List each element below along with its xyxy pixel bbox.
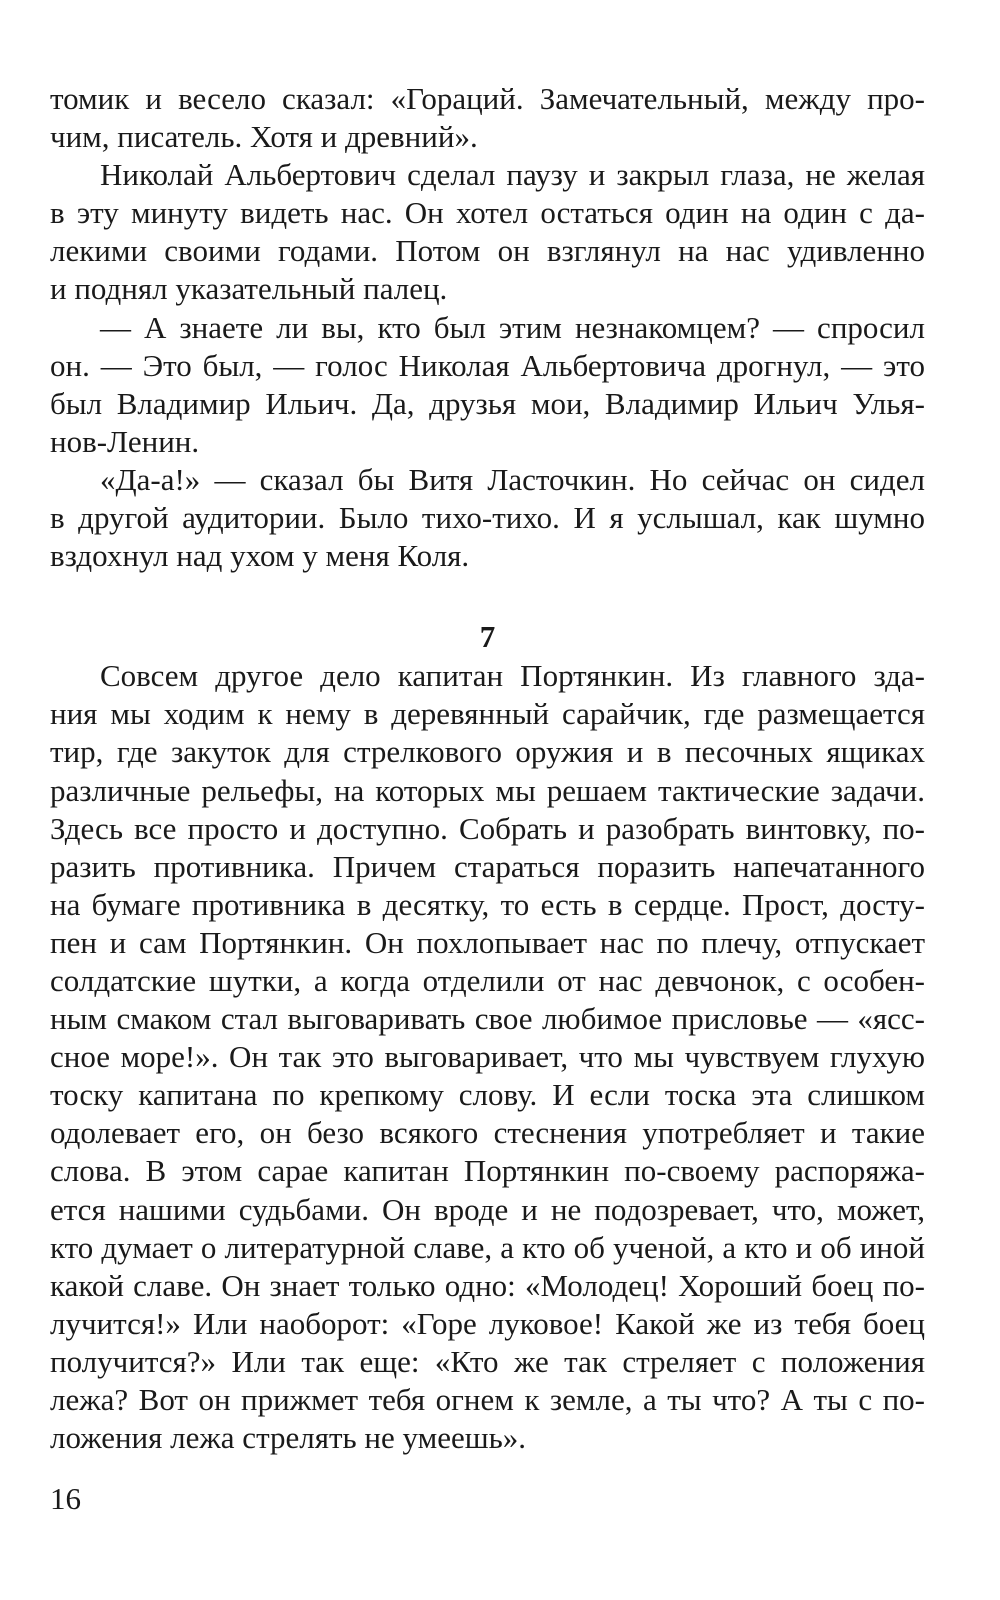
text-line: кто думает о литературной славе, а кто об ученой, а кто и об иной (50, 1229, 925, 1265)
paragraphs-bottom (50, 657, 925, 1457)
text-line: различные рельефы, на которых мы решаем тактические задачи. (50, 772, 925, 808)
paragraph (50, 156, 925, 308)
text-line: лежа? Вот он прижмет тебя огнем к земле, а ты что? А ты с по- (50, 1382, 925, 1417)
paragraphs-top (50, 80, 925, 575)
text-line: получится?» Или так еще: «Кто же так стреляет с положения (50, 1343, 925, 1379)
text-line: ным смаком стал выговаривать свое любимое присловье — «ясс- (50, 1001, 925, 1037)
text-line: в эту минуту видеть нас. Он хотел остаться один на один с да- (50, 195, 925, 231)
text-line: какой славе. Он знает только одно: «Молодец! Хороший боец по- (50, 1267, 925, 1303)
text-line: Здесь все просто и доступно. Собрать и разобрать винтовку, по- (50, 810, 925, 846)
text-line: ложения лежа стрелять не умеешь». (50, 1420, 527, 1456)
text-line: «Да-а!» — сказал бы Витя Ласточкин. Но сейчас он сидел (100, 461, 925, 497)
text-line: тоску капитана по крепкому слову. И если тоска эта слишком (50, 1077, 925, 1113)
paragraph (50, 80, 925, 156)
text-line: слова. В этом сарае капитан Портянкин по-своему распоряжа- (50, 1153, 925, 1189)
paragraph (50, 309, 925, 461)
text-line: пен и сам Портянкин. Он похлопывает нас по плечу, отпускает (50, 924, 925, 960)
text-line: Совсем другое дело капитан Портянкин. Из главного зда- (100, 658, 925, 694)
text-line: вздохнул над ухом у меня Коля. (50, 538, 470, 574)
text-line: он. — Это был, — голос Николая Альбертовича дрогнул, — это (50, 347, 925, 383)
text-line: лучится!» Или наоборот: «Горе луковое! Какой же из тебя боец (50, 1305, 925, 1341)
text-line: нов-Ленин. (50, 423, 200, 459)
text-line: сное море!». Он так это выговаривает, что мы чувствуем глухую (50, 1039, 925, 1075)
text-line: томик и весело сказал: «Гораций. Замечательный, между про- (50, 81, 925, 116)
text-line: Николай Альбертович сделал паузу и закрыл глаза, не желая (100, 157, 925, 193)
text-line: на бумаге противника в десятку, то есть в сердце. Прост, досту- (50, 886, 925, 922)
text-line: и поднял указательный палец. (50, 271, 448, 307)
text-line: разить противника. Причем стараться поразить напечатанного (50, 848, 925, 884)
paragraph (50, 657, 925, 1457)
text-line: лекими своими годами. Потом он взглянул на нас удивленно (50, 233, 925, 269)
chapter-heading: 7 (479, 619, 496, 655)
text-line: — А знаете ли вы, кто был этим незнакомцем? — спросил (100, 309, 925, 345)
text-line: тир, где закуток для стрелкового оружия и в песочных ящиках (50, 734, 925, 770)
text-line: одолевает его, он безо всякого стеснения употребляет и такие (50, 1115, 925, 1151)
page-number: 16 (50, 1481, 81, 1516)
paragraph (50, 461, 925, 575)
text-line: солдатские шутки, а когда отделили от нас девчонок, с особен- (50, 962, 925, 998)
text-line: был Владимир Ильич. Да, друзья мои, Владимир Ильич Улья- (50, 385, 925, 421)
text-line: ния мы ходим к нему в деревянный сарайчик, где размещается (50, 696, 925, 732)
text-line: чим, писатель. Хотя и древний». (50, 119, 478, 155)
page-body (50, 80, 925, 1457)
text-line: в другой аудитории. Было тихо-тихо. И я услышал, как шумно (50, 500, 925, 536)
text-line: ется нашими судьбами. Он вроде и не подозревает, что, может, (50, 1191, 925, 1227)
